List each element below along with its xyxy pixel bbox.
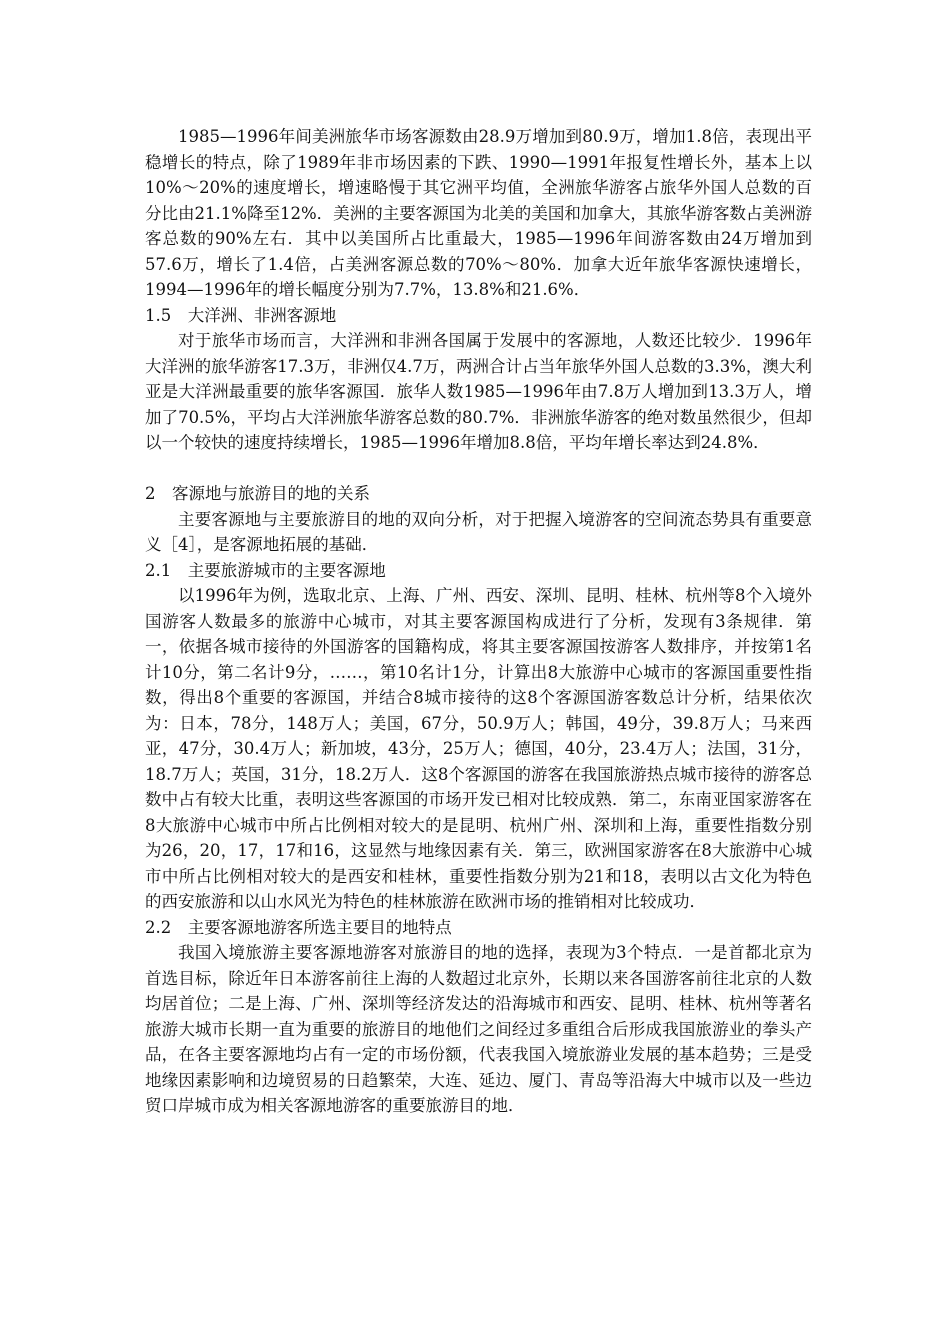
- paragraph-destination-features: 我国入境旅游主要客源地游客对旅游目的地的选择，表现为3个特点．一是首都北京为首选目标，除近年日本游客前往上海的人数超过北京外，长期以来各国游客前往北京的人数均居首位；二是上海、广州、深圳等经济发达的沿海城市和西安、昆明、桂林、杭州等著名旅游大城市长期一直为重要的旅游目的地他们之间经过多重组合后形成我国旅游业的拳头产品，在各主要客源地均占有一定的市场份额，代表我国入境旅游业发展的基本趋势；三是受地缘因素影响和边境贸易的日趋繁荣，大连、延边、厦门、青岛等沿海大中城市以及一些边贸口岸城市成为相关客源地游客的重要旅游目的地．: [145, 943, 812, 1115]
- heading-1-5: 1.5 大洋洲、非洲客源地: [145, 305, 337, 325]
- heading-2-2: 2.2 主要客源地游客所选主要目的地特点: [145, 917, 452, 937]
- section-gap: [145, 456, 812, 482]
- document-body: [145, 124, 812, 1119]
- paragraph-major-cities: 以1996年为例，选取北京、上海、广州、西安、深圳、昆明、桂林、杭州等8个入境外国游客人数最多的旅游中心城市，对其主要客源国构成进行了分析，发现有3条规律．第一，依据各城市接待的外国游客的国籍构成，将其主要客源国按游客人数排序，并按第1名计10分，第二名计9分，……，第10名计1分，计算出8大旅游中心城市的客源国重要性指数，得出8个重要的客源国，并结合8城市接待的这8个客源国游客数总计分析，结果依次为：日本，78分，148万人；美国，67分，50.9万人；韩国，49分，39.8万人；马来西亚，47分，30.4万人；新加坡，43分，25万人；德国，40分，23.4万人；法国，31分，18.7万人；英国，31分，18.2万人．这8个客源国的游客在我国旅游热点城市接待的游客总数中占有较大比重，表明这些客源国的市场开发已相对比较成熟．第二，东南亚国家游客在8大旅游中心城市中所占比例相对较大的是昆明、杭州广州、深圳和上海，重要性指数分别为26，20，17，17和16，这显然与地缘因素有关．第三，欧洲国家游客在8大旅游中心城市中所占比例相对较大的是西安和桂林，重要性指数分别为21和18，表明以古文化为特色的西安旅游和以山水风光为特色的桂林旅游在欧洲市场的推销相对比较成功．: [145, 586, 812, 911]
- paragraph-section-2-intro: 主要客源地与主要旅游目的地的双向分析，对于把握入境游客的空间流态势具有重要意义［4］，是客源地拓展的基础．: [145, 509, 812, 554]
- paragraph-oceania-africa: 对于旅华市场而言，大洋洲和非洲各国属于发展中的客源地，人数还比较少．1996年大洋洲的旅华游客17.3万，非洲仅4.7万，两洲合计占当年旅华外国人总数的3.3%，澳大利亚是大洋洲最重要的旅华客源国．旅华人数1985—1996年由7.8万人增加到13.3万人，增加了70.5%，平均占大洋洲旅华游客总数的80.7%．非洲旅华游客的绝对数虽然很少，但却以一个较快的速度持续增长，1985—1996年增加8.8倍，平均年增长率达到24.8%．: [145, 331, 812, 452]
- paragraph-americas-market: 1985—1996年间美洲旅华市场客源数由28.9万增加到80.9万，增加1.8倍，表现出平稳增长的特点，除了1989年非市场因素的下跌、1990—1991年报复性增长外，基本上以10%～20%的速度增长，增速略慢于其它洲平均值，全洲旅华游客占旅华外国人总数的百分比由21.1%降至12%．美洲的主要客源国为北美的美国和加拿大，其旅华游客数占美洲游客总数的90%左右．其中以美国所占比重最大，1985—1996年间游客数由24万增加到57.6万，增长了1.4倍，占美洲客源总数的70%～80%．加拿大近年旅华客源快速增长，1994—1996年的增长幅度分别为7.7%，13.8%和21.6%．: [145, 127, 812, 299]
- heading-2-1: 2.1 主要旅游城市的主要客源地: [145, 560, 386, 580]
- heading-2: 2 客源地与旅游目的地的关系: [145, 484, 370, 503]
